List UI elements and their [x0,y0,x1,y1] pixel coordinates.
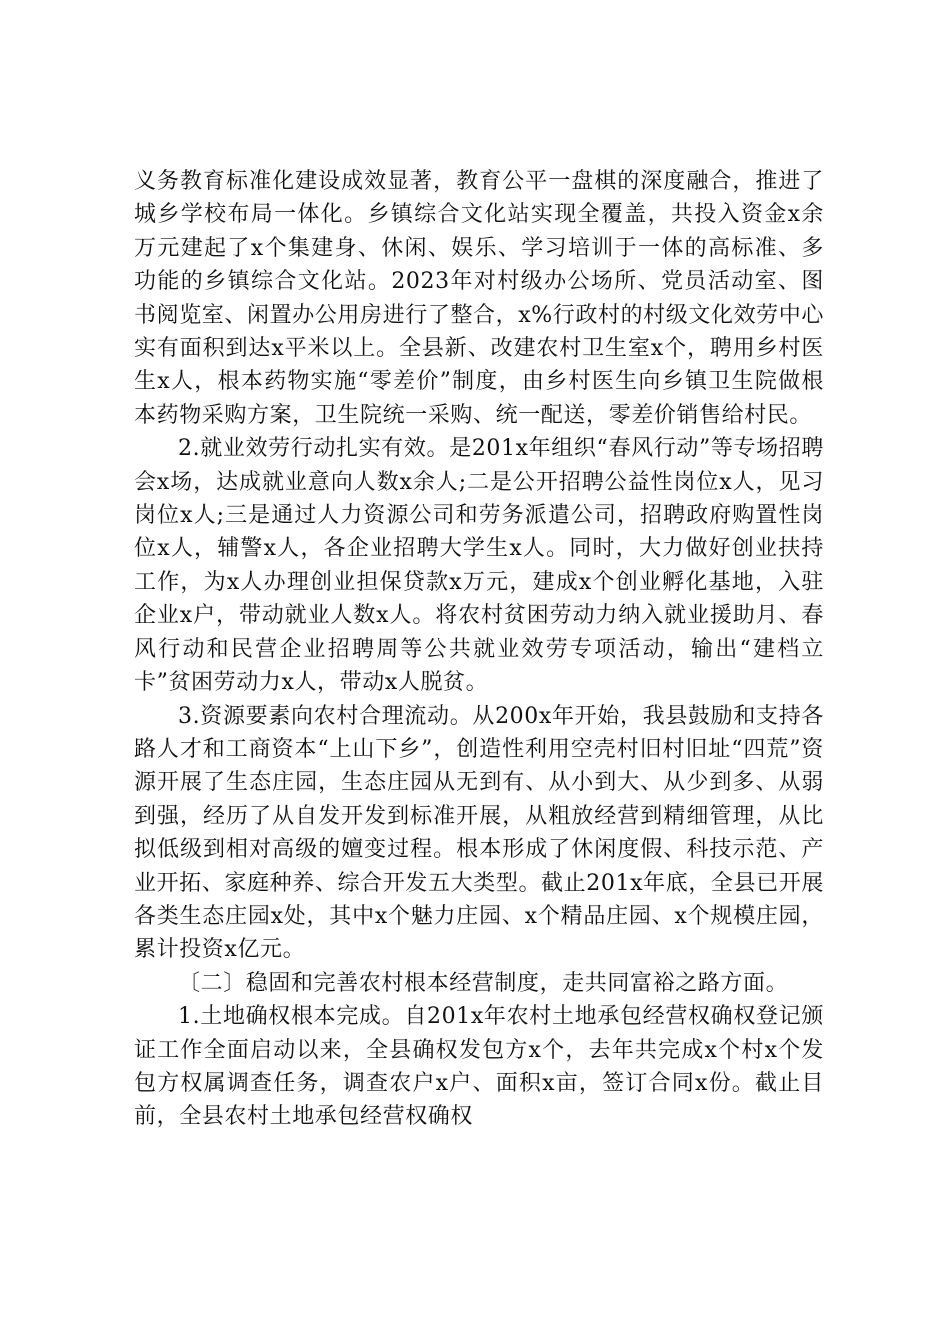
document-body [134,165,824,1134]
paragraph-land-rights: 1.土地确权根本完成。自201x年农村土地承包经营权确权登记颁证工作全面启动以来，全县确权发包方x个，去年共完成x个村x个发包方权属调查任务，调查农户x户、面积x亩，签订合同x份。截止目前，全县农村土地承包经营权确权 [134,1004,824,1130]
paragraph-education-culture-health: 义务教育标准化建设成效显著，教育公平一盘棋的深度融合，推进了城乡学校布局一体化。乡镇综合文化站实现全覆盖，共投入资金x余万元建起了x个集建身、休闲、娱乐、学习培训于一体的高标准、多功能的乡镇综合文化站。2023年对村级办公场所、党员活动室、图书阅览室、闲置办公用房进行了整合，x%行政村的村级文化效劳中心实有面积到达x平米以上。全县新、改建农村卫生室x个，聘用乡村医生x人，根本药物实施“零差价”制度，由乡村医生向乡镇卫生院做根本药物采购方案，卫生院统一采购、统一配送，零差价销售给村民。 [134,169,824,428]
paragraph-resource-flow: 3.资源要素向农村合理流动。从200x年开始，我县鼓励和支持各路人才和工商资本“上山下乡”，创造性利用空壳村旧村旧址“四荒”资源开展了生态庄园，生态庄园从无到有、从小到大、从少到多、从弱到强，经历了从自发开发到标准开展，从粗放经营到精细管理，从比拟低级到相对高级的嬗变过程。根本形成了休闲度假、科技示范、产业开拓、家庭种养、综合开发五大类型。截止201x年底，全县已开展各类生态庄园x处，其中x个魅力庄园、x个精品庄园、x个规模庄园，累计投资x亿元。 [134,703,824,963]
paragraph-employment-services: 2.就业效劳行动扎实有效。是201x年组织“春风行动”等专场招聘会x场，达成就业意向人数x余人;二是公开招聘公益性岗位x人，见习岗位x人;三是通过人力资源公司和劳务派遣公司，招聘政府购置性岗位x人，辅警x人，各企业招聘大学生x人。同时，大力做好创业扶持工作，为x人办理创业担保贷款x万元，建成x个创业孵化基地，入驻企业x户，带动就业人数x人。将农村贫困劳动力纳入就业援助月、春风行动和民营企业招聘周等公共就业效劳专项活动，输出“建档立卡”贫困劳动力x人，带动x人脱贫。 [134,436,824,696]
section-heading-land-system: 〔二〕稳固和完善农村根本经营制度，走共同富裕之路方面。 [178,970,789,996]
